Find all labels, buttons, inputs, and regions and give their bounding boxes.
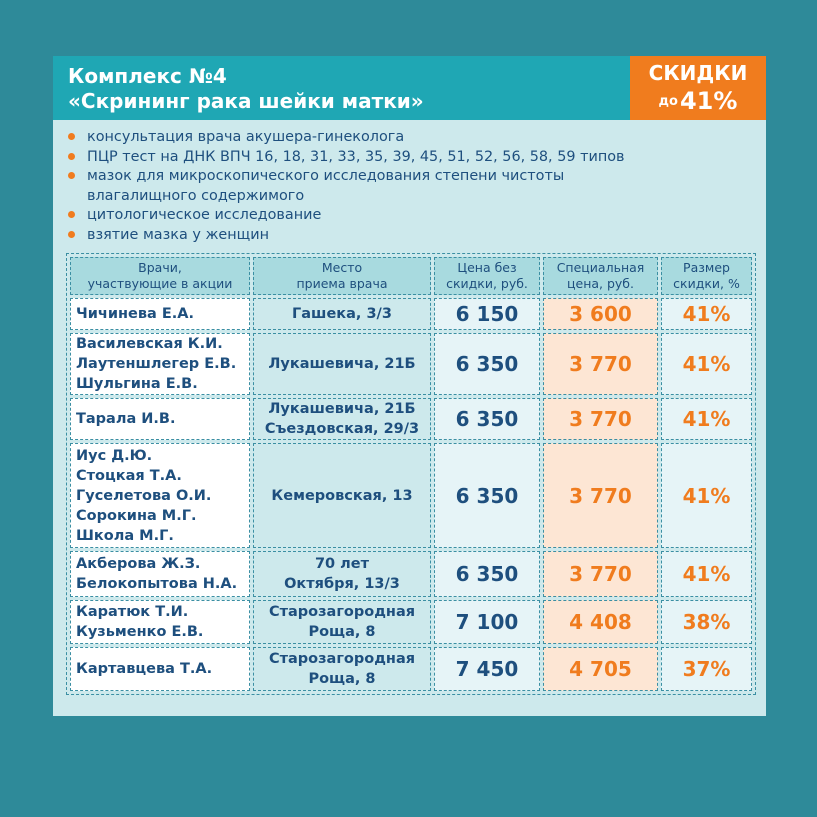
doctors-cell: Тарала И.В. xyxy=(70,398,250,440)
service-text: мазок для микроскопического исследования степени чистоты влагалищного содержимого xyxy=(87,168,565,204)
badge-value-line xyxy=(630,88,766,117)
discount-badge xyxy=(630,56,766,120)
bullet-dot-icon xyxy=(68,231,75,238)
header-bar xyxy=(53,56,766,120)
discount-cell: 41% xyxy=(661,398,752,440)
promo-card xyxy=(53,56,766,716)
special-price-cell: 3 770 xyxy=(543,333,658,395)
price-cell: 6 350 xyxy=(434,398,540,440)
doctors-cell: Каратюк Т.И. Кузьменко Е.В. xyxy=(70,600,250,644)
service-item xyxy=(65,148,755,168)
discount-cell: 41% xyxy=(661,333,752,395)
header-place: Место приема врача xyxy=(253,257,431,295)
price-cell: 6 350 xyxy=(434,333,540,395)
title-line-1: Комплекс №4 xyxy=(68,64,227,88)
place-cell: Старозагородная Роща, 8 xyxy=(253,600,431,644)
table-row xyxy=(70,600,752,644)
service-text: консультация врача акушера-гинеколога xyxy=(87,129,405,145)
place-cell: Лукашевича, 21Б Съездовская, 29/3 xyxy=(253,398,431,440)
service-item xyxy=(65,226,755,246)
badge-value: 41% xyxy=(679,87,738,115)
special-price-cell: 4 705 xyxy=(543,647,658,691)
place-cell: 70 лет Октября, 13/3 xyxy=(253,551,431,597)
discount-cell: 37% xyxy=(661,647,752,691)
price-cell: 7 450 xyxy=(434,647,540,691)
service-text: взятие мазка у женщин xyxy=(87,226,269,243)
table-row xyxy=(70,443,752,548)
service-text: ПЦР тест на ДНК ВПЧ 16, 18, 31, 33, 35, 39, 45, 51, 52, 56, 58, 59 типов xyxy=(87,148,625,165)
price-cell: 6 150 xyxy=(434,298,540,330)
header-discount: Размер скидки, % xyxy=(661,257,752,295)
price-table xyxy=(66,253,756,695)
place-cell: Старозагородная Роща, 8 xyxy=(253,647,431,691)
discount-cell: 41% xyxy=(661,298,752,330)
place-cell: Гашека, 3/3 xyxy=(253,298,431,330)
doctors-cell: Василевская К.И. Лаутеншлегер Е.В. Шульгина Е.В. xyxy=(70,333,250,395)
header-doctors: Врачи, участвующие в акции xyxy=(70,257,250,295)
discount-cell: 41% xyxy=(661,551,752,597)
table-row xyxy=(70,551,752,597)
price-cell: 7 100 xyxy=(434,600,540,644)
place-cell: Кемеровская, 13 xyxy=(253,443,431,548)
table-row xyxy=(70,298,752,330)
service-item xyxy=(65,206,755,226)
header-price: Цена без скидки, руб. xyxy=(434,257,540,295)
price-cell: 6 350 xyxy=(434,551,540,597)
badge-prefix: до xyxy=(658,94,678,109)
discount-cell: 41% xyxy=(661,443,752,548)
bullet-dot-icon xyxy=(68,211,75,218)
table-row xyxy=(70,647,752,691)
doctors-cell: Акберова Ж.З. Белокопытова Н.А. xyxy=(70,551,250,597)
special-price-cell: 3 770 xyxy=(543,443,658,548)
table-row xyxy=(70,398,752,440)
title-line-2: «Скрининг рака шейки матки» xyxy=(68,89,424,113)
table-header-row xyxy=(70,257,752,295)
service-item xyxy=(65,128,755,148)
price-cell: 6 350 xyxy=(434,443,540,548)
bullet-dot-icon xyxy=(68,153,75,160)
doctors-cell: Чичинева Е.А. xyxy=(70,298,250,330)
discount-cell: 38% xyxy=(661,600,752,644)
special-price-cell: 3 770 xyxy=(543,551,658,597)
doctors-cell: Иус Д.Ю. Стоцкая Т.А. Гуселетова О.И. Сорокина М.Г. Школа М.Г. xyxy=(70,443,250,548)
special-price-cell: 3 770 xyxy=(543,398,658,440)
service-text: цитологическое исследование xyxy=(87,207,322,223)
header-special-price: Специальная цена, руб. xyxy=(543,257,658,295)
bullet-dot-icon xyxy=(68,133,75,140)
special-price-cell: 3 600 xyxy=(543,298,658,330)
table-row xyxy=(70,333,752,395)
services-list xyxy=(65,128,755,245)
bullet-dot-icon xyxy=(68,172,75,179)
place-cell: Лукашевича, 21Б xyxy=(253,333,431,395)
badge-label: СКИДКИ xyxy=(648,61,748,85)
doctors-cell: Картавцева Т.А. xyxy=(70,647,250,691)
service-item xyxy=(65,167,755,206)
page-title xyxy=(68,64,424,114)
special-price-cell: 4 408 xyxy=(543,600,658,644)
